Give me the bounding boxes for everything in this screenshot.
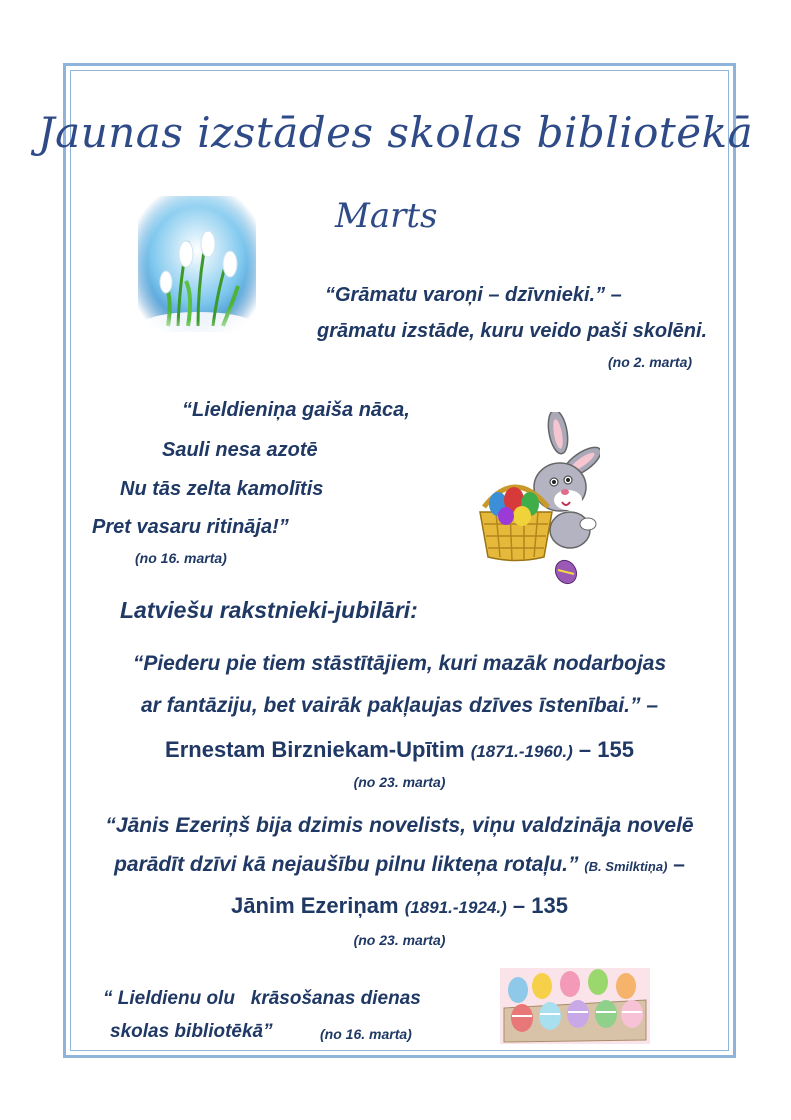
writer2-quote-line2: parādīt dzīvi kā nejaušību pilnu likteņa rotaļu.”	[114, 853, 579, 876]
exhibit1-subtitle: grāmatu izstāde, kuru veido paši skolēni.	[317, 320, 708, 342]
writer1-quote-line1: “Piederu pie tiem stāstītājiem, kuri mazāk nodarbojas	[132, 652, 667, 675]
poem-line-2: Sauli nesa azotē	[162, 439, 318, 461]
eggs-event-line2: skolas bibliotēkā”	[110, 1021, 273, 1042]
poem-date: (no 16. marta)	[135, 550, 227, 566]
writer1-quote-line2: ar fantāziju, bet vairāk pakļaujas dzīves īstenībai.” –	[140, 694, 659, 717]
month-heading: Marts	[335, 196, 438, 236]
writer1-name-row	[70, 737, 729, 763]
page-title: Jaunas izstādes skolas bibliotēkā	[37, 108, 754, 157]
writer1-name: Ernestam Birzniekam-Upītim	[165, 737, 465, 762]
exhibit1-title: “Grāmatu varoņi – dzīvnieki.” –	[325, 284, 622, 306]
writer2-quote-author: (B. Smilktiņa)	[584, 859, 668, 874]
poem-line-1: “Lieldieniņa gaiša nāca,	[182, 399, 410, 421]
writer2-dash: –	[673, 853, 685, 876]
eggs-event-date: (no 16. marta)	[320, 1026, 412, 1042]
easter-bunny-basket-icon	[470, 412, 600, 587]
writer2-name-row	[70, 893, 729, 919]
eggs-event-line1: “ Lieldienu olu krāsošanas dienas	[103, 988, 421, 1009]
exhibit1-date: (no 2. marta)	[608, 354, 693, 370]
writer2-name: Jānim Ezeriņam	[231, 893, 399, 918]
writer1-date: (no 23. marta)	[353, 774, 446, 790]
writer2-quote-line1: “Jānis Ezeriņš bija dzimis novelists, viņu valdzināja novelē	[105, 814, 694, 837]
poem-line-4: Pret vasaru ritināja!”	[92, 516, 289, 538]
writer2-date: (no 23. marta)	[353, 932, 446, 948]
writer2-anniversary: – 135	[512, 893, 568, 918]
writer2-years: (1891.-1924.)	[404, 898, 507, 917]
writer2-quote-line2-row	[70, 853, 729, 877]
writer1-anniversary: – 155	[578, 737, 634, 762]
writer1-years: (1871.-1960.)	[470, 742, 573, 761]
snowdrop-flower-icon	[138, 196, 256, 332]
poem-line-3: Nu tās zelta kamolītis	[120, 478, 324, 500]
easter-eggs-carton-icon	[500, 968, 650, 1044]
jubilee-heading: Latviešu rakstnieki-jubilāri:	[120, 597, 418, 623]
